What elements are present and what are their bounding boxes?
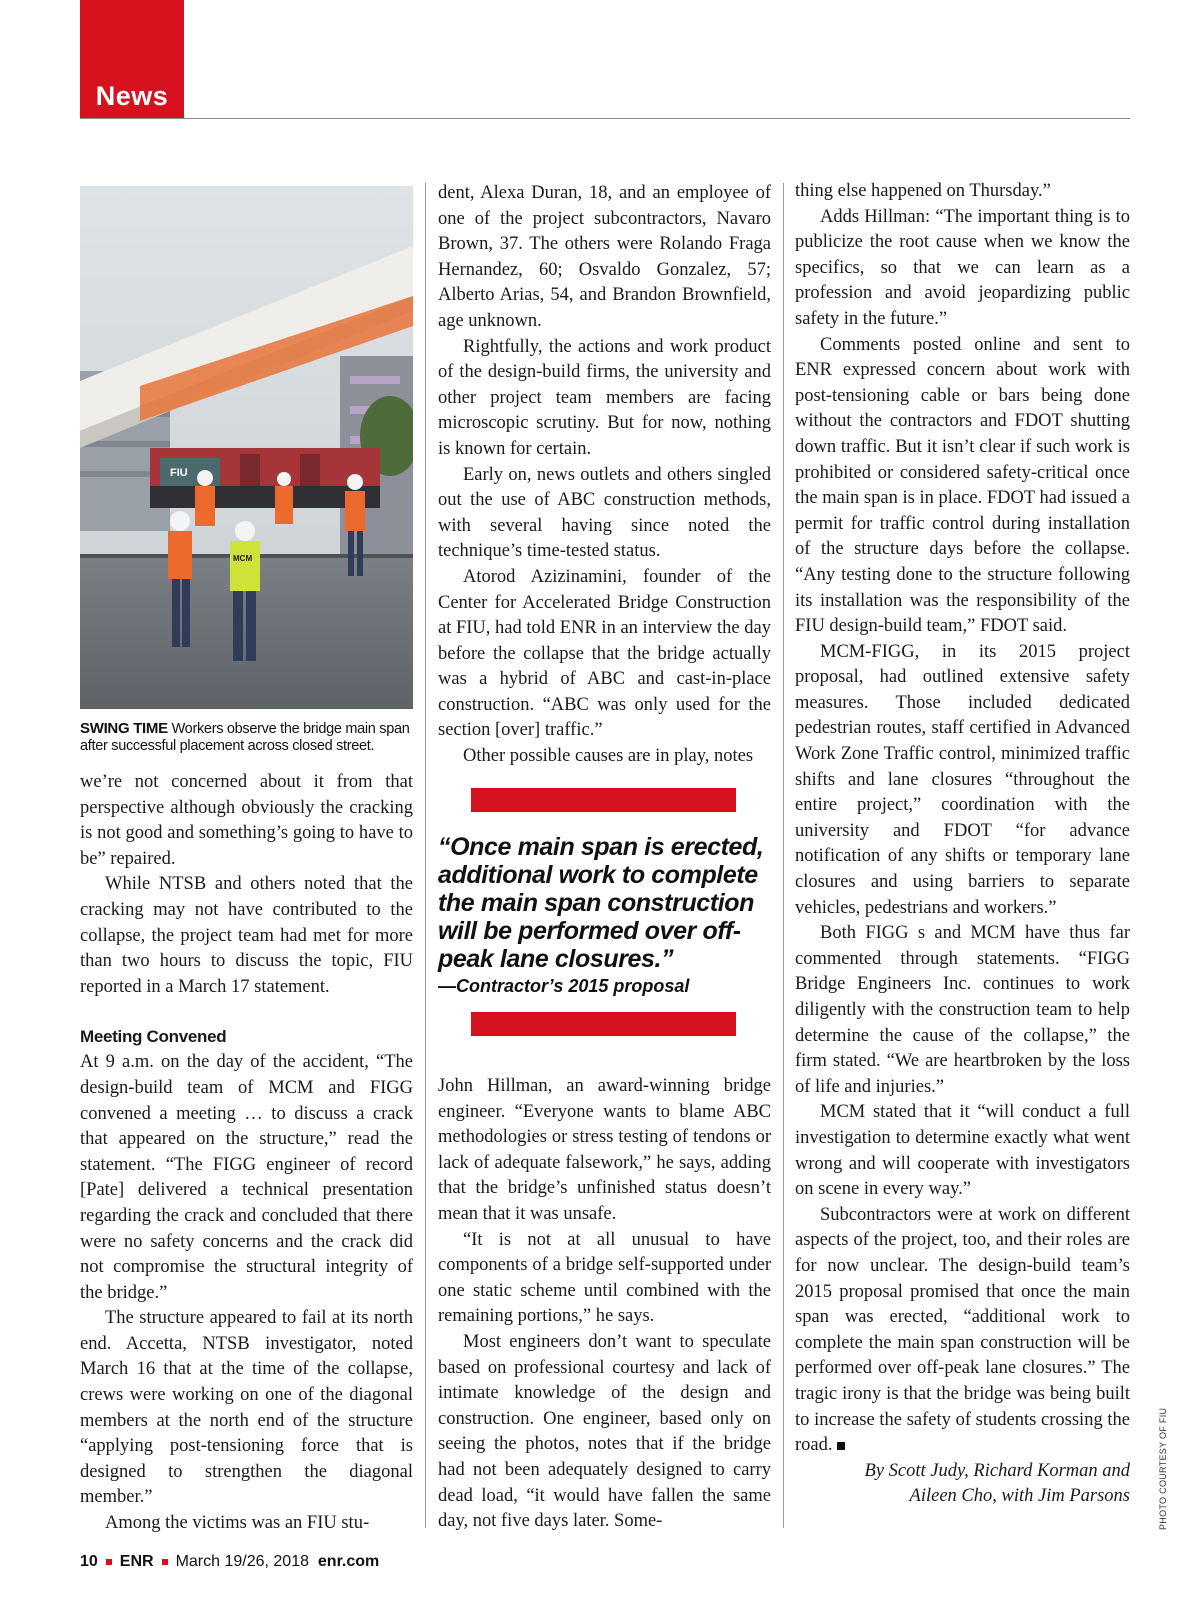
subhead-meeting-convened: Meeting Convened	[80, 1027, 227, 1047]
vest-logo-mcm: MCM	[233, 554, 253, 563]
column-divider-1	[425, 183, 426, 1528]
vest-logo-fiu: FIU	[170, 467, 188, 479]
pull-quote-bar-top	[471, 788, 736, 812]
col3-paragraph-5: Both FIGG s and MCM have thus far commented through statements. “FIGG Bridge Engineers Inc. continues to work diligently with the construction team to help determine the cause of the collapse,” the firm stated. “We are heartbroken by the loss of life and injuries.”	[795, 923, 1130, 1097]
col1-paragraph-5: Among the victims was an FIU stu-	[105, 1513, 370, 1534]
col2-paragraph-7: “It is not at all unusual to have components of a bridge self-supported under one static scheme until combined with the remaining portions,” he says.	[438, 1229, 771, 1327]
magazine-name: ENR	[119, 1553, 154, 1570]
pull-quote-attribution: —Contractor’s 2015 proposal	[438, 976, 690, 996]
col2-paragraph-2: Rightfully, the actions and work product of the design-build firms, the university and other project team members are facing microscopic scrutiny. But for now, nothing is known for certain.	[438, 336, 771, 459]
col3-paragraph-1: thing else happened on Thursday.”	[795, 181, 1051, 201]
separator-square-icon	[106, 1559, 112, 1565]
header-rule	[80, 118, 1130, 119]
article-photo	[80, 186, 413, 709]
col1-paragraph-1: we’re not concerned about it from that perspective although obviously the cracking is not good and something’s going to have to be” repaired.	[80, 772, 413, 869]
column-2-top	[438, 181, 771, 770]
col3-paragraph-2: Adds Hillman: “The important thing is to publicize the root cause when we know the specifics, so that we can learn as a profession and avoid jeopardizing public safety in the future.”	[795, 206, 1130, 329]
caption-head: SWING TIME	[80, 720, 168, 737]
column-divider-2	[783, 183, 784, 1528]
col3-paragraph-4: MCM-FIGG, in its 2015 project proposal, had outlined extensive safety measures. Those included dedicated pedestrian routes, staff certified in Advanced Work Zone Traffic control, minimized traffic shifts and lane closures “throughout the entire project,” coordination with the university and FDOT “for advance notification of any shifts or temporary lane closures and using barriers to separate vehicles, pedestrians and workers.”	[795, 641, 1130, 918]
col2-paragraph-5: Other possible causes are in play, notes	[463, 746, 754, 767]
page-footer	[80, 1553, 379, 1571]
caption-text: Workers observe the bridge main span after successful placement across closed street.	[80, 721, 410, 754]
photo-caption	[80, 720, 420, 755]
col3-paragraph-3: Comments posted online and sent to ENR expressed concern about work with post-tensioning cable or bars being done without the contractors and FDOT shutting down traffic. But it isn’t clear if such work is prohibited or considered safety-critical once the main span is in place. FDOT had issued a permit for traffic control during installation of the structure days before the collapse. “Any testing done to the structure following its installation was the responsibility of the FIU design-build team,” FDOT said.	[795, 334, 1130, 637]
website[interactable]: enr.com	[317, 1553, 380, 1570]
col1-paragraph-3: At 9 a.m. on the day of the accident, “The design-build team of MCM and FIGG convened a meeting … to discuss a crack that appeared on the structure,” read the statement. “The FIGG engineer of record [Pate] delivered a technical presentation regarding the crack and concluded that there were no safety concerns and the crack did not compromise the structural integrity of the bridge.”	[80, 1052, 413, 1303]
separator-square-icon	[162, 1559, 168, 1565]
column-1	[80, 770, 413, 1537]
byline-line-1: By Scott Judy, Richard Korman and	[864, 1460, 1130, 1481]
col1-paragraph-4: The structure appeared to fail at its north end. Accetta, NTSB investigator, noted March 16 that at the time of the collapse, crews were working on one of the diagonal members at the north end of the structure “applying post-tensioning force that is designed to strengthen the diagonal member.”	[80, 1308, 413, 1508]
column-3	[795, 179, 1130, 1510]
section-tag-label: News	[95, 81, 169, 111]
end-mark-icon	[837, 1442, 845, 1450]
col2-paragraph-8: Most engineers don’t want to speculate based on professional courtesy and lack of intimate knowledge of the design and construction. One engineer, based only on seeing the photos, notes that if the bridge had not been adequately designed to carry dead load, “it would have fallen the same day, not five days later. Some-	[438, 1331, 771, 1532]
col2-paragraph-6: John Hillman, an award-winning bridge engineer. “Everyone wants to blame ABC methodologies or stress testing of tendons or lack of adequate falsework,” he says, adding that the bridge’s unfinished status doesn’t mean that it was unsafe.	[438, 1076, 771, 1224]
col2-paragraph-1: dent, Alexa Duran, 18, and an employee of one of the project subcontractors, Navaro Brown, 37. The others were Rolando Fraga Hernandez, 60; Osvaldo Gonzalez, 57; Alberto Arias, 54, and Brandon Brownfield, age unknown.	[438, 183, 771, 331]
pull-quote-bar-bottom	[471, 1012, 736, 1036]
byline-line-2: Aileen Cho, with Jim Parsons	[909, 1486, 1130, 1507]
col3-paragraph-7-text: Subcontractors were at work on different aspects of the project, too, and their roles are for now unclear. The design-build team’s 2015 proposal promised that once the main span was erected, “additional work to complete the main span construction will be performed over off-peak lane closures.” The tragic irony is that the bridge was being built to increase the safety of students crossing the road.	[795, 1204, 1130, 1456]
photo-credit: PHOTO COURTESY OF FIU	[1158, 1407, 1168, 1530]
column-2-bottom	[438, 1074, 771, 1535]
col2-paragraph-3: Early on, news outlets and others singled out the use of ABC construction methods, with several having since noted the technique’s time-tested status.	[438, 464, 771, 562]
col3-paragraph-7	[795, 1203, 1130, 1459]
issue-date: March 19/26, 2018	[175, 1553, 309, 1570]
pull-quote: “Once main span is erected, additional work to complete the main span construction will be performed over off-peak lane closures.”	[438, 833, 764, 973]
col2-paragraph-4: Atorod Azizinamini, founder of the Center for Accelerated Bridge Construction at FIU, had told ENR in an interview the day before the collapse that the bridge actually was a hybrid of ABC and cast-in-place construction. “ABC was only used for the section [over] traffic.”	[438, 566, 771, 741]
section-tag	[80, 0, 184, 118]
col1-paragraph-2: While NTSB and others noted that the cracking may not have contributed to the collapse, the project team had met for more than two hours to discuss the topic, FIU reported in a March 17 statement.	[80, 874, 413, 997]
page-number: 10	[80, 1553, 98, 1570]
col3-paragraph-6: MCM stated that it “will conduct a full investigation to determine exactly what went wrong and will cooperate with investigators on scene in every way.”	[795, 1102, 1130, 1200]
